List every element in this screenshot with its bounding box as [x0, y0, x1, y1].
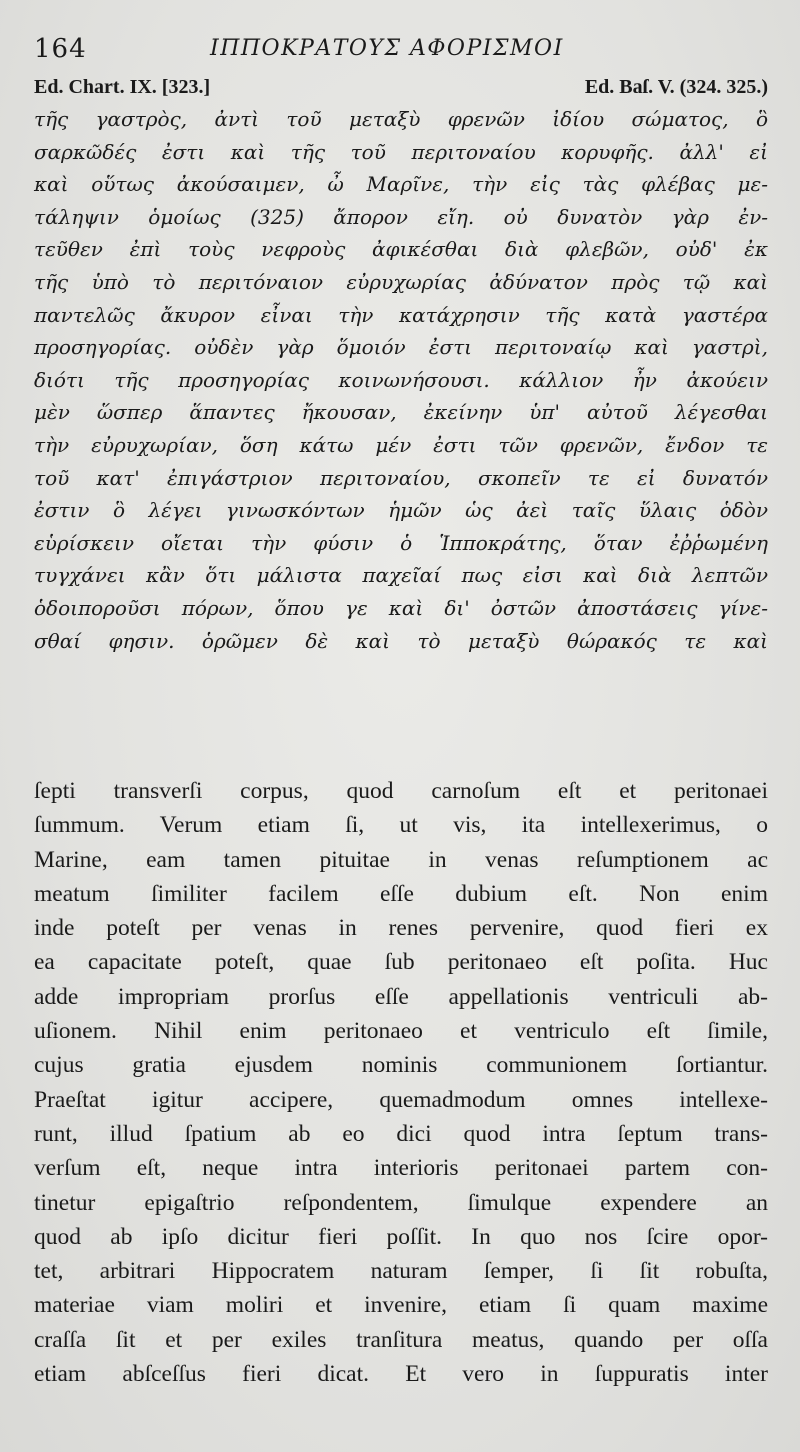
- running-title: ΙΠΠΟΚΡΑΤΟΥΣ ΑΦΟΡΙΣΜΟΙ: [210, 36, 564, 61]
- latin-line: ea capacitate poteſt, quae ſub peritonaeo eſt poſita. Huc: [34, 949, 768, 976]
- greek-line: τάληψιν ὁμοίως (325) ἄπορον εἴη. οὐ δυνατὸν γὰρ ἐν-: [34, 204, 768, 229]
- greek-line: ὁδοιποροῦσι πόρων, ὅπου γε καὶ δι' ὀστῶν ἀποστάσεις γίνε-: [34, 595, 768, 620]
- latin-line: etiam abſceſſus fieri dicat. Et vero in ſuppuratis inter: [34, 1361, 768, 1388]
- page-header: [34, 34, 774, 74]
- greek-line: τῆς ὑπὸ τὸ περιτόναιον εὐρυχωρίας ἀδύνατον πρὸς τῷ καὶ: [34, 269, 768, 294]
- greek-line: εὑρίσκειν οἴεται τὴν φύσιν ὁ Ἱπποκράτης, ὅταν ἐῤῥωμένη: [34, 530, 768, 555]
- latin-line: ſummum. Verum etiam ſi, ut vis, ita intellexerimus, o: [34, 812, 768, 839]
- edition-references: [34, 76, 768, 102]
- edition-basel: Ed. Baſ. V. (324. 325.): [584, 76, 768, 98]
- greek-text-block: [34, 104, 768, 658]
- greek-line: ἐστιν ὃ λέγει γινωσκόντων ἡμῶν ὡς ἀεὶ ταῖς ὕλαις ὁδὸν: [34, 498, 768, 523]
- greek-line: μὲν ὥσπερ ἅπαντες ἤκουσαν, ἐκείνην ὑπ' αὐτοῦ λέγεσθαι: [34, 400, 768, 425]
- latin-line: inde poteſt per venas in renes pervenire, quod fieri ex: [34, 915, 768, 942]
- greek-line: τὴν εὐρυχωρίαν, ὅση κάτω μέν ἐστι τῶν φρενῶν, ἔνδον τε: [34, 432, 768, 457]
- latin-line: adde impropriam prorſus eſſe appellationis ventriculi ab-: [34, 983, 768, 1010]
- latin-line: tinetur epigaſtrio reſpondentem, ſimulque expendere an: [34, 1189, 768, 1216]
- latin-line: craſſa ſit et per exiles tranſitura meatus, quando per oſſa: [34, 1326, 768, 1353]
- latin-text-block: [34, 775, 768, 1392]
- greek-line: τυγχάνει κἂν ὅτι μάλιστα παχεῖαί πως εἰσι καὶ διὰ λεπτῶν: [34, 563, 768, 588]
- latin-line: meatum ſimiliter facilem eſſe dubium eſt. Non enim: [34, 880, 768, 907]
- greek-line: καὶ οὕτως ἀκούσαιμεν, ὦ Μαρῖνε, τὴν εἰς τὰς φλέβας με-: [34, 172, 768, 197]
- latin-line: tet, arbitrari Hippocratem naturam ſemper, ſi ſit robuſta,: [34, 1258, 768, 1285]
- greek-line: τῆς γαστρὸς, ἀντὶ τοῦ μεταξὺ φρενῶν ἰδίου σώματος, ὃ: [34, 107, 768, 131]
- greek-line: σθαί φησιν. ὁρῶμεν δὲ καὶ τὸ μεταξὺ θώρακός τε καὶ: [34, 628, 768, 653]
- latin-line: Marine, eam tamen pituitae in venas reſumptionem ac: [34, 846, 768, 873]
- latin-line: cujus gratia ejusdem nominis communionem ſortiantur.: [34, 1052, 768, 1079]
- latin-line: quod ab ipſo dicitur fieri poſſit. In quo nos ſcire opor-: [34, 1223, 768, 1250]
- edition-chartier: Ed. Chart. IX. [323.]: [34, 76, 211, 98]
- latin-line: uſionem. Nihil enim peritonaeo et ventriculo eſt ſimile,: [34, 1018, 768, 1045]
- latin-line: Praeſtat igitur accipere, quemadmodum omnes intellexe-: [34, 1086, 768, 1113]
- latin-line: runt, illud ſpatium ab eo dici quod intra ſeptum trans-: [34, 1120, 768, 1147]
- greek-line: τεῦθεν ἐπὶ τοὺς νεφροὺς ἀφικέσθαι διὰ φλεβῶν, οὐδ' ἐκ: [34, 237, 768, 262]
- greek-line: προσηγορίας. οὐδὲν γὰρ ὅμοιόν ἐστι περιτοναίῳ καὶ γαστρὶ,: [34, 335, 768, 360]
- greek-line: σαρκῶδές ἐστι καὶ τῆς τοῦ περιτοναίου κορυφῆς. ἀλλ' εἰ: [34, 139, 768, 164]
- latin-line: ſepti transverſi corpus, quod carnoſum eſt et peritonaei: [34, 778, 768, 804]
- latin-line: materiae viam moliri et invenire, etiam ſi quam maxime: [34, 1292, 768, 1319]
- greek-line: παντελῶς ἄκυρον εἶναι τὴν κατάχρησιν τῆς κατὰ γαστέρα: [34, 302, 768, 327]
- page-number: 164: [34, 34, 87, 64]
- greek-line: τοῦ κατ' ἐπιγάστριον περιτοναίου, σκοπεῖν τε εἰ δυνατόν: [34, 465, 768, 490]
- greek-line: διότι τῆς προσηγορίας κοινωνήσουσι. κάλλιον ἦν ἀκούειν: [34, 367, 768, 392]
- latin-line: verſum eſt, neque intra interioris peritonaei partem con-: [34, 1155, 768, 1182]
